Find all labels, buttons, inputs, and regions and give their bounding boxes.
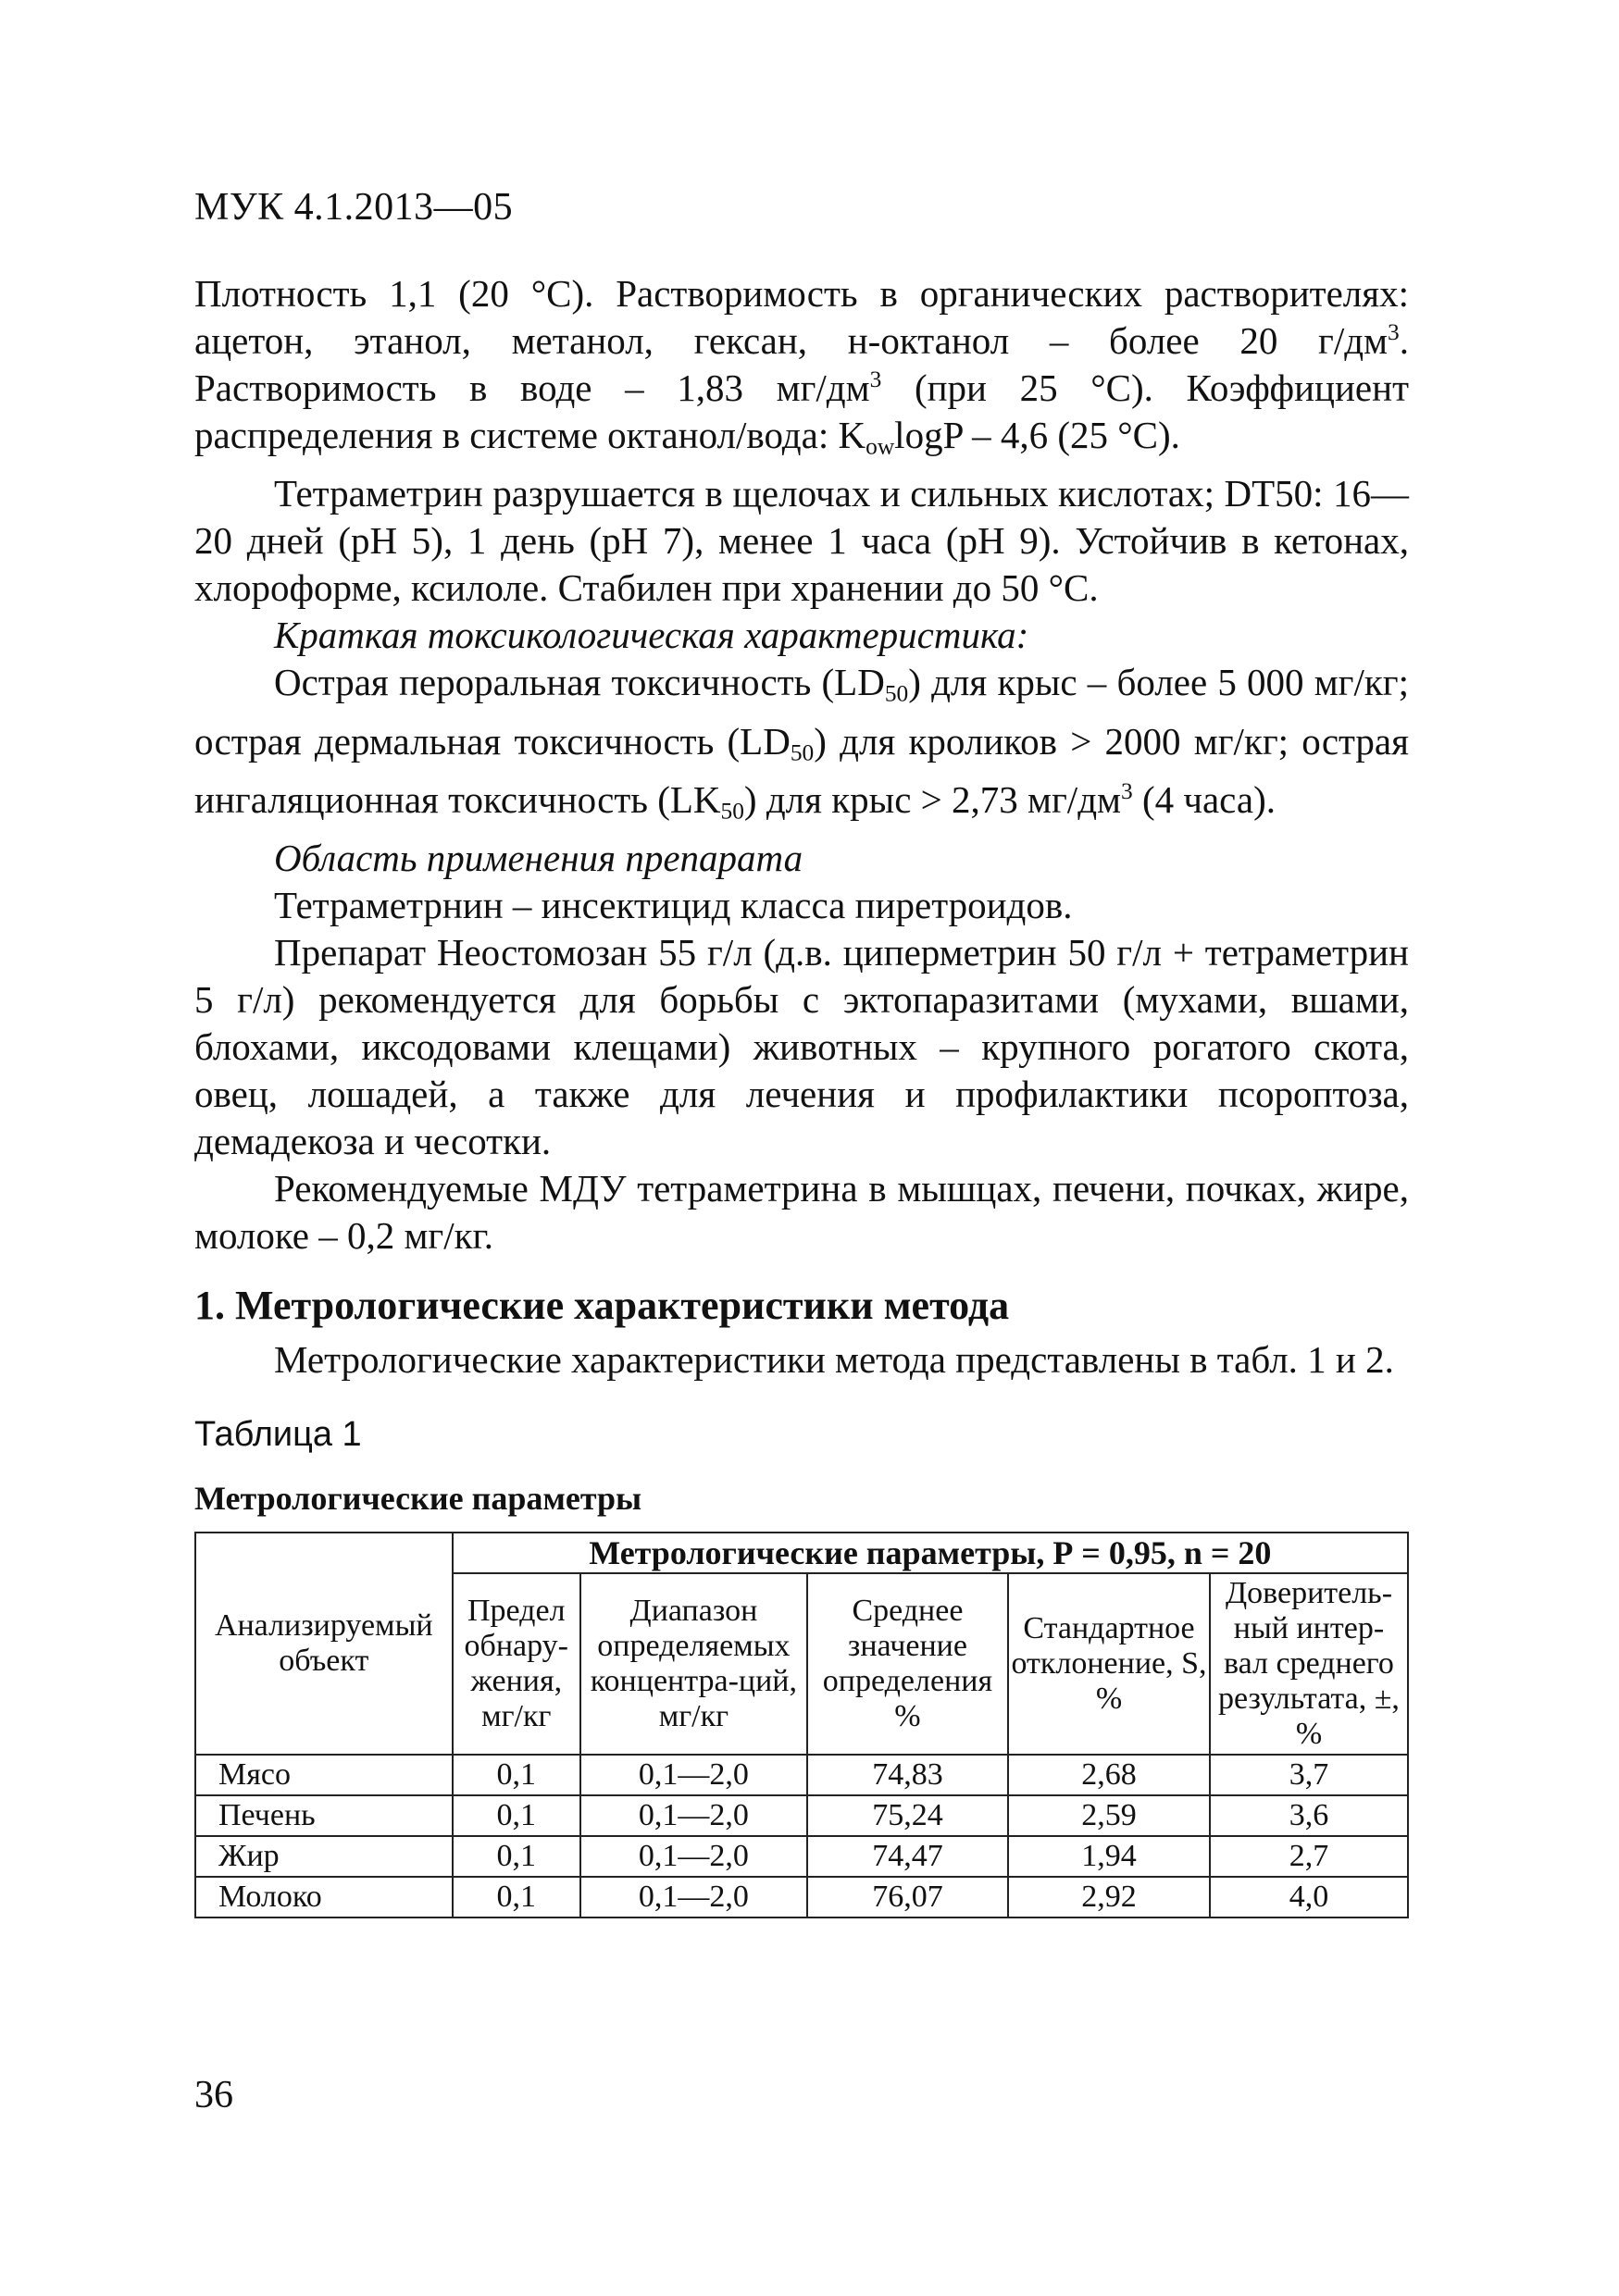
row-name-cell: Жир <box>195 1836 453 1877</box>
row-name-cell: Печень <box>195 1795 453 1836</box>
text-run: (4 часа). <box>1132 778 1276 822</box>
text-run: ) для крыс – более 5 000 мг/кг; острая дермальная токсичность (LD <box>194 661 1409 763</box>
table-cell: 2,59 <box>1008 1795 1210 1836</box>
superscript: 3 <box>1388 318 1400 345</box>
paragraph-properties <box>194 270 1409 470</box>
paragraph-preparation: Препарат Неостомозан 55 г/л (д.в. циперметрин 50 г/л + тетраметрин 5 г/л) рекомендуется для борьбы с эктопаразитами (мухами, вшами, блохами, иксодовами клещами) животных – крупного рогатого скота, овец, лошадей, а также для лечения и профилактики псороптоза, демадекоза и чесотки. <box>194 931 1409 1163</box>
table-cell: 76,07 <box>807 1877 1008 1917</box>
text-run: ) для кроликов > 2000 мг/кг; острая ингаляционная токсичность (LK <box>194 719 1409 822</box>
table-cell: 4,0 <box>1210 1877 1408 1917</box>
table-row <box>195 1836 1408 1877</box>
table-cell: 74,83 <box>807 1755 1008 1795</box>
superscript: 3 <box>869 366 882 392</box>
paragraph-toxicity <box>194 659 1409 835</box>
table-label: Таблица 1 <box>194 1415 362 1455</box>
table-cell: 0,1 <box>453 1877 580 1917</box>
text-run: Плотность 1,1 (20 °С). Растворимость в органических растворителях: ацетон, этанол, метанол, гексан, н-октанол – более 20 г/дм <box>194 272 1409 362</box>
table-cell: 2,7 <box>1210 1836 1408 1877</box>
table-row <box>195 1795 1408 1836</box>
page-number: 36 <box>194 2074 233 2116</box>
superscript: 3 <box>1121 777 1133 804</box>
column-header: Среднее значение определения % <box>807 1573 1008 1755</box>
paragraph-stability: Тетраметрин разрушается в щелочах и сильных кислотах; DT50: 16—20 дней (pH 5), 1 день (pH 7), менее 1 часа (pH 9). Устойчив в кетонах, хлороформе, ксилоле. Стабилен при хранении до 50 °С. <box>194 472 1409 610</box>
table-cell: 0,1—2,0 <box>580 1877 807 1917</box>
table-title: Метрологические параметры <box>194 1480 642 1518</box>
text-run: (при 25 °С). Коэффициент распределения в системе октанол/вода: K <box>194 366 1409 456</box>
section-intro: Метрологические характеристики метода представлены в табл. 1 и 2. <box>274 1338 1394 1382</box>
table-cell: 0,1 <box>453 1836 580 1877</box>
subscript: ow <box>866 433 895 460</box>
table-header-row <box>195 1533 1408 1573</box>
table-cell: 2,92 <box>1008 1877 1210 1917</box>
section-heading: 1. Метрологические характеристики метода <box>194 1283 1010 1329</box>
subscript: 50 <box>884 680 909 707</box>
table-row <box>195 1877 1408 1917</box>
table-cell: 0,1—2,0 <box>580 1755 807 1795</box>
table-cell: 3,7 <box>1210 1755 1408 1795</box>
text-run: Острая пероральная токсичность (LD <box>274 661 885 704</box>
table-cell: 74,47 <box>807 1836 1008 1877</box>
subscript: 50 <box>790 739 815 766</box>
column-header: Стандартное отклонение, S, % <box>1008 1573 1210 1755</box>
paragraph-class: Тетраметрнин – инсектицид класса пиретроидов. <box>274 884 1073 927</box>
table-cell: 75,24 <box>807 1795 1008 1836</box>
row-header-cell: Анализируемый объект <box>195 1533 453 1755</box>
subscript: 50 <box>720 798 744 825</box>
group-header-cell: Метрологические параметры, Р = 0,95, n = 20 <box>453 1533 1408 1573</box>
table-cell: 0,1—2,0 <box>580 1795 807 1836</box>
metrology-table <box>194 1532 1409 1918</box>
column-header: Предел обнару-жения, мг/кг <box>453 1573 580 1755</box>
subheading-application: Область применения препарата <box>274 837 803 880</box>
paragraph-mrl: Рекомендуемые МДУ тетраметрина в мышцах, печени, почках, жире, молоке – 0,2 мг/кг. <box>194 1167 1409 1258</box>
table-row <box>195 1755 1408 1795</box>
subheading-toxicology: Краткая токсикологическая характеристика: <box>274 614 1029 657</box>
row-name-cell: Мясо <box>195 1755 453 1795</box>
text-run: logP – 4,6 (25 °С). <box>894 414 1180 456</box>
row-name-cell: Молоко <box>195 1877 453 1917</box>
document-code-header: МУК 4.1.2013—05 <box>194 186 514 229</box>
column-header: Доверитель-ный интер-вал среднего результата, ±, % <box>1210 1573 1408 1755</box>
column-header: Диапазон определяемых концентра-ций, мг/кг <box>580 1573 807 1755</box>
text-run: ) для крыс > 2,73 мг/дм <box>743 778 1121 822</box>
table-cell: 2,68 <box>1008 1755 1210 1795</box>
text-run: . Растворимость в воде – 1,83 мг/дм <box>194 319 1409 409</box>
table-cell: 0,1 <box>453 1755 580 1795</box>
table-cell: 0,1 <box>453 1795 580 1836</box>
table-cell: 0,1—2,0 <box>580 1836 807 1877</box>
table-cell: 3,6 <box>1210 1795 1408 1836</box>
table-cell: 1,94 <box>1008 1836 1210 1877</box>
body-text <box>194 270 1409 1918</box>
